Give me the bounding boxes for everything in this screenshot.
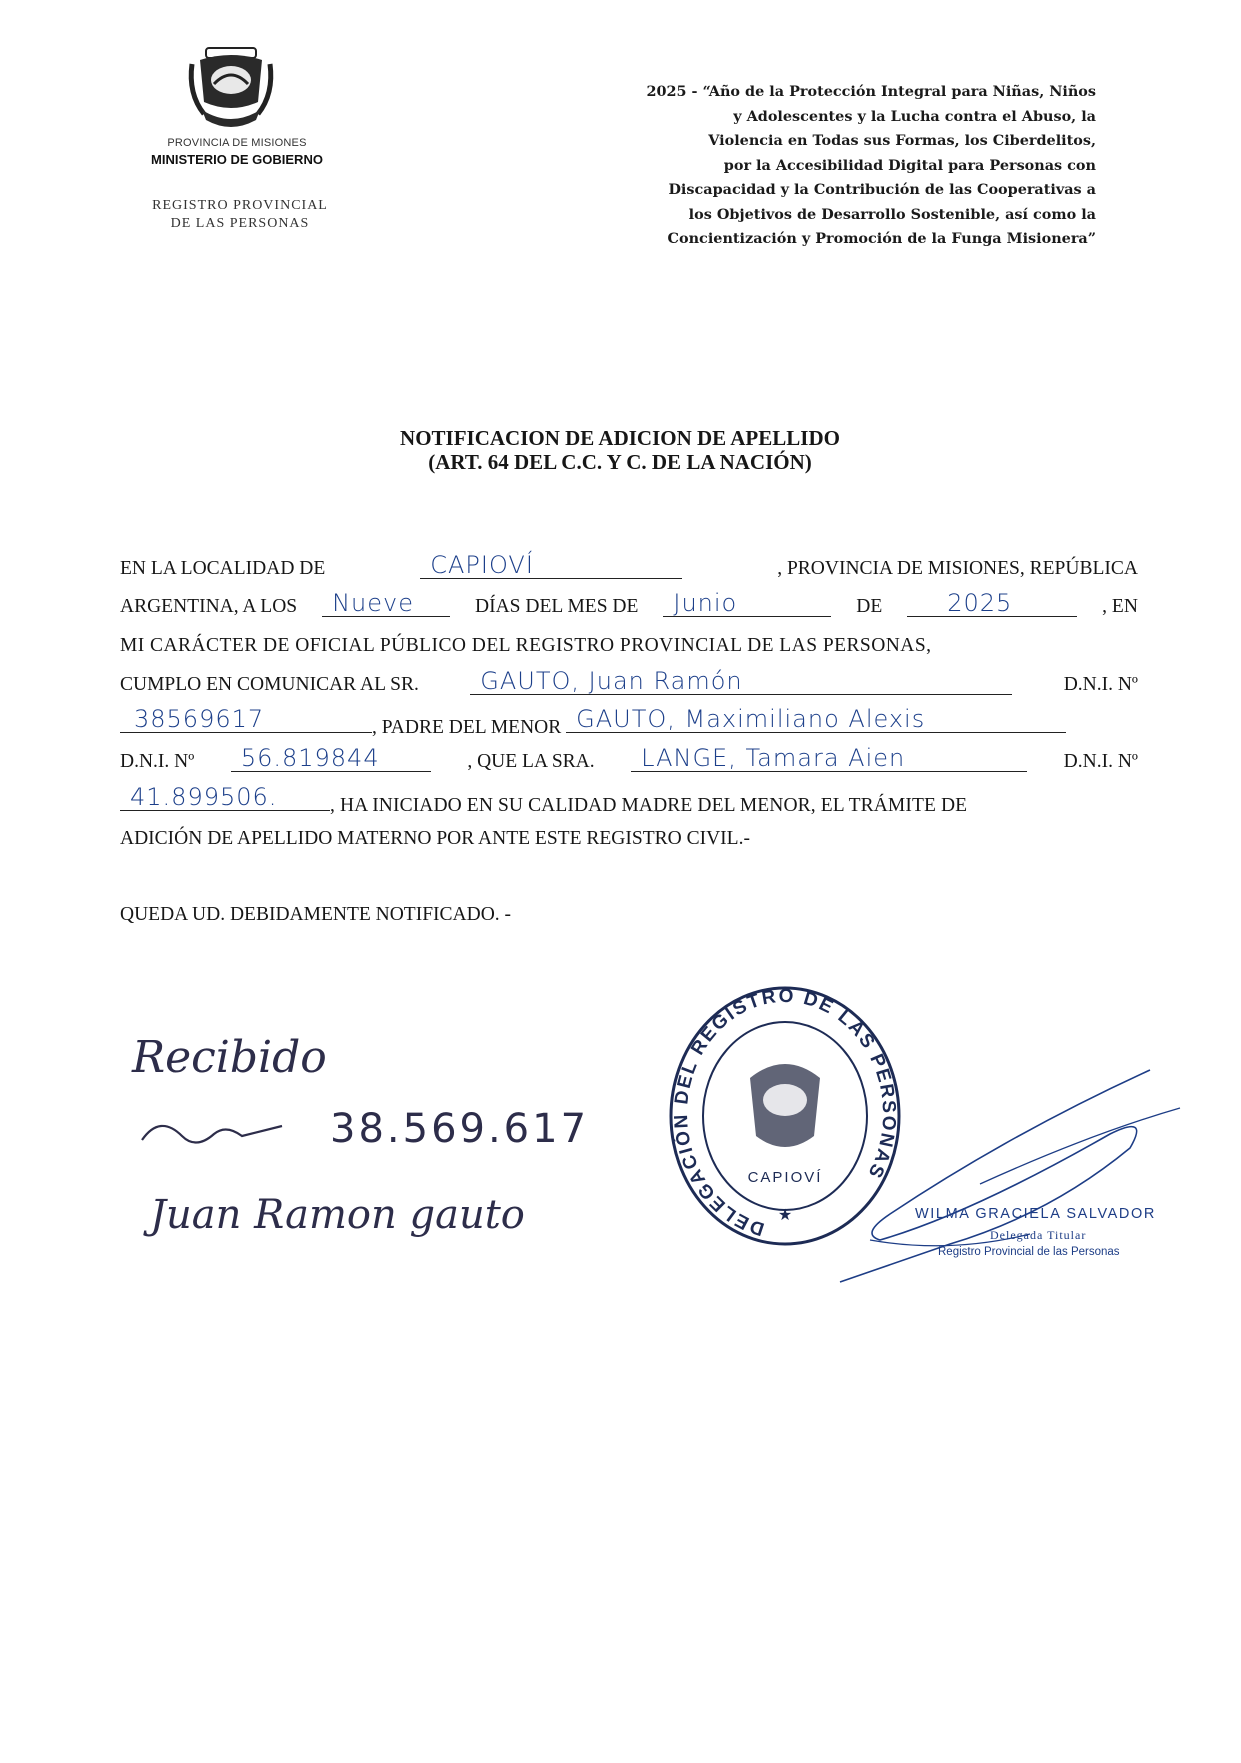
field-madre-dni [120,783,330,811]
field-padre-dni [120,705,372,733]
receipt-line-3: Juan Ramon gauto [150,1192,525,1238]
text-en: , EN [1102,596,1138,617]
hw-madre: LANGE, Tamara Aien [641,744,906,772]
province-label: PROVINCIA DE MISIONES [167,137,307,149]
field-menor [566,705,1066,733]
hw-padre-dni: 38569617 [134,705,265,733]
star-icon: ★ [777,1207,793,1224]
motto-line: y Adolescentes y la Lucha contra el Abuso, la [733,107,1096,125]
motto-line: 2025 - “Año de la Protección Integral para Niñas, Niños [646,83,1096,100]
text-ha-iniciado: , HA INICIADO EN SU CALIDAD MADRE DEL MENOR, EL TRÁMITE DE [330,795,968,816]
registry-line-2: DE LAS PERSONAS [170,216,310,231]
notified-statement: QUEDA UD. DEBIDAMENTE NOTIFICADO. - [120,904,512,925]
text-que-la-sra: , QUE LA SRA. [467,751,595,772]
registry-line-1: REGISTRO PROVINCIAL [152,198,328,213]
hw-localidad: CAPIOVÍ [430,551,534,579]
text-provincia: , PROVINCIA DE MISIONES, REPÚBLICA [777,558,1138,579]
body-line-3: MI CARÁCTER DE OFICIAL PÚBLICO DEL REGISTRO PROVINCIAL DE LAS PERSONAS, [120,635,932,656]
body-line-1 [120,551,1138,582]
hw-madre-dni: 41.899506. [130,783,278,811]
title-line-2: (ART. 64 DEL C.C. Y C. DE LA NACIÓN) [428,450,812,474]
body-line-7 [120,783,1138,819]
field-madre [631,744,1027,772]
motto-line: por la Accesibilidad Digital para Personas con [723,156,1096,174]
document-title [300,426,940,474]
seal-center-text: CAPIOVÍ [747,1169,823,1186]
text-cumplo: CUMPLO EN COMUNICAR AL SR. [120,674,419,695]
motto-line: Violencia en Todas sus Formas, los Ciberdelitos, [708,132,1096,149]
signer-role: Delegada Titular [990,1228,1087,1242]
hw-anio: 2025 [947,589,1013,617]
title-line-1: NOTIFICACION DE ADICION DE APELLIDO [400,426,840,450]
hw-menor: GAUTO, Maximiliano Alexis [576,705,926,733]
body-line-4 [120,667,1138,698]
field-mes [663,589,831,617]
body-line-6 [120,744,1138,775]
text-dni-padre: D.N.I. Nº [1063,674,1138,695]
body-line-8: ADICIÓN DE APELLIDO MATERNO POR ANTE ESTE REGISTRO CIVIL.- [120,828,750,849]
hw-padre: GAUTO, Juan Ramón [480,667,743,695]
motto-line: Discapacidad y la Contribución de las Cooperativas a [668,181,1096,198]
receipt-scribble [142,1126,282,1143]
field-anio [907,589,1077,617]
hw-mes: Junio [673,589,738,617]
seal-ring-text: DELEGACIÓN DEL REGISTRO DE LAS PERSONAS [670,985,900,1240]
text-argentina: ARGENTINA, A LOS [120,596,298,617]
text-dni-menor: D.N.I. Nº [120,751,195,772]
receipt-line-2: 38.569.617 [330,1106,590,1152]
motto-line: los Objetivos de Desarrollo Sostenible, así como la [688,205,1096,223]
hw-menor-dni: 56.819844 [240,744,380,772]
text-dias-mes: DÍAS DEL MES DE [475,596,639,617]
hw-dia: Nueve [332,589,414,617]
signer-name: WILMA GRACIELA SALVADOR [915,1206,1156,1222]
field-padre [470,667,1012,695]
body-line-2 [120,589,1138,620]
province-emblem-icon [184,44,278,130]
ministry-label: MINISTERIO DE GOBIERNO [151,152,323,167]
motto-line: Concientización y Promoción de la Funga Misionera” [667,230,1096,247]
registry-label [120,197,360,233]
body-line-5 [120,705,1138,741]
field-menor-dni [231,744,431,772]
year-motto [470,80,1096,252]
signer-registry: Registro Provincial de las Personas [938,1246,1120,1258]
text-localidad: EN LA LOCALIDAD DE [120,558,326,579]
receipt-line-1: Recibido [132,1032,327,1083]
text-padre-menor: , PADRE DEL MENOR [372,717,562,738]
handwritten-receipt [120,1030,640,1280]
text-de: DE [856,596,883,617]
field-localidad [420,551,682,579]
field-dia [322,589,450,617]
text-dni-madre: D.N.I. Nº [1063,751,1138,772]
